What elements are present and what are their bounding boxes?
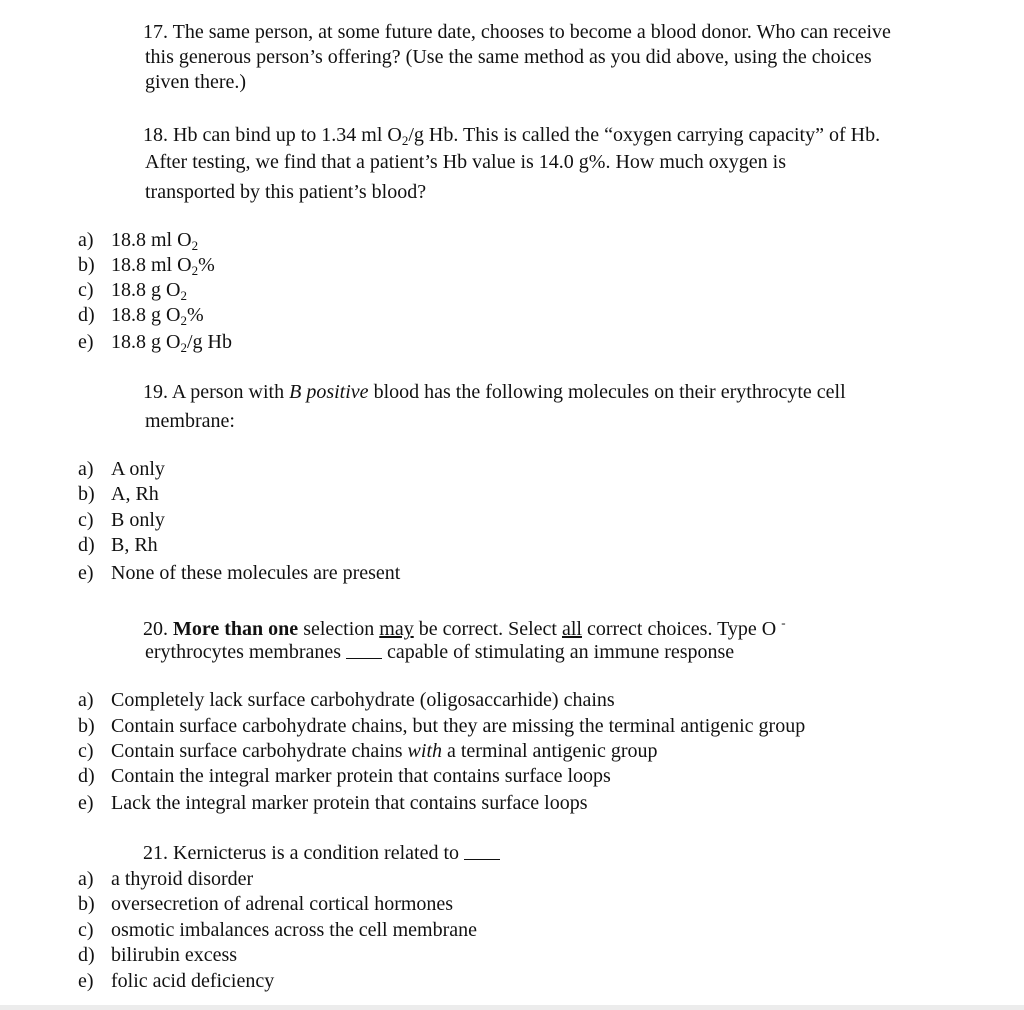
q19-option-text	[111, 457, 165, 481]
text-segment: selection	[298, 618, 380, 640]
text-segment: Completely lack surface carbohydrate (oligosaccarhide) chains	[111, 689, 615, 711]
text-segment: After testing, we find that a patient’s Hb value is 14.0 g%. How much oxygen is	[145, 151, 786, 173]
page-bottom-edge	[0, 1005, 1024, 1010]
q20-question-text	[143, 611, 786, 641]
text-segment: 19. A person with	[143, 381, 290, 403]
q19-option-text	[111, 533, 158, 557]
q21-option-letter: c)	[78, 919, 94, 941]
text-segment: 21. Kernicterus is a condition related to	[143, 842, 465, 864]
q20-option-text	[111, 714, 805, 738]
q20-option-letter: a)	[78, 689, 94, 711]
text-segment: 18.8 g O	[111, 279, 181, 301]
q19-option-letter: a)	[78, 458, 94, 480]
q20-option-text	[111, 739, 657, 763]
text-segment: 20.	[143, 618, 173, 640]
text-segment: A, Rh	[111, 483, 159, 505]
q21-option-text	[111, 969, 274, 993]
q21-option-letter: b)	[78, 893, 95, 915]
q17-question-continuation	[145, 70, 246, 94]
q18-option-letter: d)	[78, 304, 95, 326]
text-segment: %	[198, 254, 215, 276]
q19-option-letter: e)	[78, 562, 94, 584]
text-segment: with	[407, 740, 442, 762]
text-segment: 17. The same person, at some future date, chooses to become a blood donor. Who can receive	[143, 21, 891, 43]
q21-option-text	[111, 892, 453, 916]
q18-option-letter: e)	[78, 331, 94, 353]
q18-option-text	[111, 303, 204, 333]
answer-blank	[346, 640, 382, 659]
q19-option-text	[111, 482, 159, 506]
text-segment: erythrocytes membranes	[145, 641, 347, 663]
text-segment: oversecretion of adrenal cortical hormones	[111, 893, 454, 915]
q21-option-letter: a)	[78, 868, 94, 890]
text-segment: Contain surface carbohydrate chains	[111, 740, 408, 762]
text-segment: given there.)	[145, 71, 247, 93]
q20-option-letter: e)	[78, 792, 94, 814]
q21-question-text	[143, 841, 500, 865]
q19-option-letter: c)	[78, 509, 94, 531]
text-segment: 2	[401, 133, 409, 148]
q21-option-text	[111, 918, 477, 942]
q21-option-text	[111, 943, 237, 967]
text-segment: 2	[191, 263, 199, 278]
q20-option-text	[111, 688, 615, 712]
q21-option-text	[111, 867, 253, 891]
text-segment: 18.8 ml O	[111, 229, 192, 251]
text-segment: membrane:	[145, 410, 235, 432]
q21-option-letter: e)	[78, 970, 94, 992]
q19-option-letter: b)	[78, 483, 95, 505]
q17-question-continuation	[145, 45, 872, 69]
text-segment: 18. Hb can bind up to 1.34 ml O	[143, 124, 402, 146]
q21-option-letter: d)	[78, 944, 95, 966]
q20-option-text	[111, 764, 611, 788]
text-segment: a thyroid disorder	[111, 868, 254, 890]
text-segment: B only	[111, 509, 165, 531]
text-segment: osmotic imbalances across the cell membrane	[111, 919, 477, 941]
text-segment: be correct. Select	[413, 618, 562, 640]
text-segment: transported by this patient’s blood?	[145, 181, 427, 203]
q18-option-letter: c)	[78, 279, 94, 301]
q18-question-continuation	[145, 180, 426, 204]
q20-option-letter: b)	[78, 715, 95, 737]
text-segment: B, Rh	[111, 534, 158, 556]
text-segment: bilirubin excess	[111, 944, 238, 966]
text-segment: Lack the integral marker protein that contains surface loops	[111, 792, 588, 814]
q19-question-continuation	[145, 409, 235, 433]
q19-option-text	[111, 561, 400, 585]
text-segment: None of these molecules are present	[111, 562, 401, 584]
text-segment: all	[561, 618, 582, 640]
text-segment: %	[186, 304, 204, 326]
text-segment: 18.8 g O	[111, 331, 181, 353]
q19-option-letter: d)	[78, 534, 95, 556]
text-segment: 18.8 ml O	[111, 254, 192, 276]
text-segment: /g Hb	[186, 331, 232, 353]
q18-option-text	[111, 330, 232, 360]
text-segment: 2	[191, 238, 199, 253]
q19-option-text	[111, 508, 165, 532]
text-segment: -	[781, 615, 786, 630]
q20-question-continuation	[145, 640, 734, 664]
q19-question-text	[143, 380, 846, 404]
q18-option-letter: a)	[78, 229, 94, 251]
text-segment: More than one	[173, 618, 299, 640]
q18-question-continuation	[145, 150, 786, 174]
text-segment: capable of stimulating an immune response	[382, 641, 735, 663]
text-segment: Contain the integral marker protein that contains surface loops	[111, 765, 611, 787]
q18-question-text	[143, 123, 880, 153]
text-segment: A only	[111, 458, 165, 480]
text-segment: Contain surface carbohydrate chains, but they are missing the terminal antigenic group	[111, 715, 806, 737]
text-segment: B positive	[289, 381, 369, 403]
text-segment: /g Hb. This is called the “oxygen carrying capacity” of Hb.	[408, 124, 881, 146]
q20-option-text	[111, 791, 587, 815]
text-segment: this generous person’s offering? (Use the same method as you did above, using the choices	[145, 46, 872, 68]
q18-option-letter: b)	[78, 254, 95, 276]
text-segment: a terminal antigenic group	[442, 740, 658, 762]
text-segment: correct choices. Type O	[581, 618, 782, 640]
text-segment: 2	[180, 288, 187, 303]
q20-option-letter: c)	[78, 740, 94, 762]
q17-question-text	[143, 20, 891, 44]
text-segment: may	[379, 618, 414, 640]
answer-blank	[464, 841, 500, 860]
text-segment: 2	[180, 340, 187, 355]
text-segment: blood has the following molecules on their erythrocyte cell	[368, 381, 846, 403]
text-segment: 2	[180, 313, 187, 328]
q20-option-letter: d)	[78, 765, 95, 787]
text-segment: 18.8 g O	[111, 304, 181, 326]
text-segment: folic acid deficiency	[111, 970, 275, 992]
